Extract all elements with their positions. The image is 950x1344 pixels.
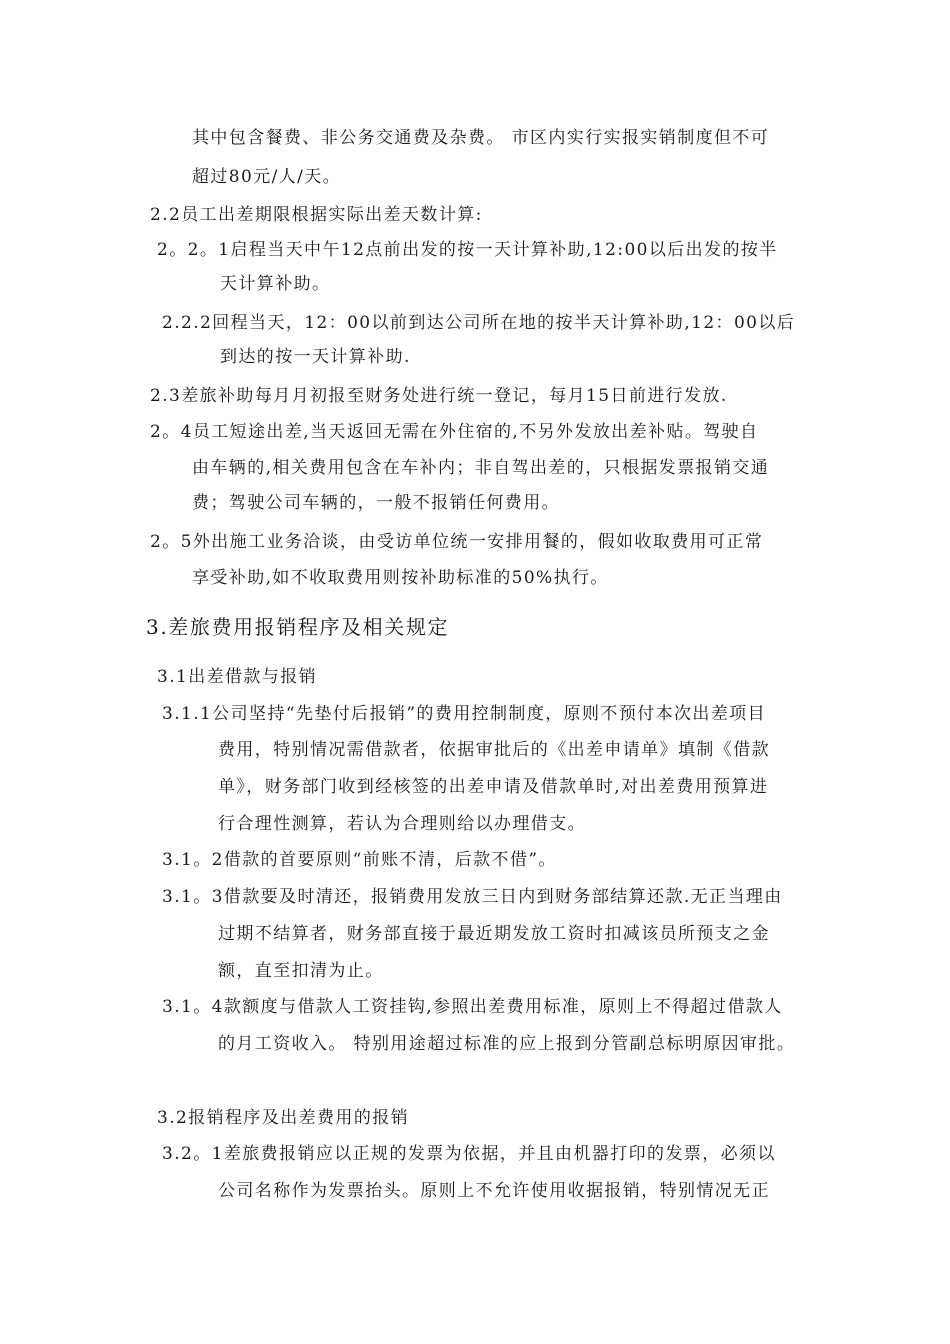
text-line: 3.2。1差旅费报销应以正规的发票为依据，并且由机器打印的发票，必须以 — [162, 1144, 776, 1164]
text-line: 费用，特别情况需借款者，依据审批后的《出差申请单》填制《借款 — [218, 740, 770, 760]
text-line: 额，直至扣清为止。 — [218, 961, 384, 981]
subsection-heading: 3.2报销程序及出差费用的报销 — [157, 1108, 410, 1128]
text-line: 公司名称作为发票抬头。原则上不允许使用收据报销，特别情况无正 — [218, 1181, 770, 1201]
text-line: 2。2。1启程当天中午12点前出发的按一天计算补助,12:00以后出发的按半 — [157, 240, 778, 260]
text-line: 单》，财务部门收到经核签的出差申请及借款单时,对出差费用预算进 — [218, 777, 769, 797]
text-line: 3.1.1公司坚持“先垫付后报销”的费用控制制度，原则不预付本次出差项目 — [162, 704, 767, 724]
text-line: 2.3差旅补助每月月初报至财务处进行统一登记，每月15日前进行发放. — [150, 386, 728, 406]
text-line: 过期不结算者，财务部直接于最近期发放工资时扣减该员所预支之金 — [218, 924, 770, 944]
text-line: 2。5外出施工业务洽谈，由受访单位统一安排用餐的，假如收取费用可正常 — [150, 532, 764, 552]
text-line: 超过80元/人/天。 — [192, 167, 342, 187]
text-line: 2.2.2回程当天，12：00以前到达公司所在地的按半天计算补助,12：00以后 — [162, 313, 796, 333]
text-line: 3.1。2借款的首要原则“前账不清，后款不借”。 — [162, 850, 557, 870]
text-line: 的月工资收入。 特别用途超过标准的应上报到分管副总标明原因审批。 — [218, 1034, 796, 1054]
text-line: 到达的按一天计算补助. — [220, 347, 411, 367]
text-line: 2.2员工出差期限根据实际出差天数计算: — [150, 205, 483, 225]
text-line: 3.1出差借款与报销 — [157, 667, 318, 687]
text-line: 2。4员工短途出差,当天返回无需在外住宿的,不另外发放出差补贴。驾驶自 — [150, 422, 759, 442]
text-line: 3.1。3借款要及时清还，报销费用发放三日内到财务部结算还款.无正当理由 — [162, 887, 783, 907]
text-line: 天计算补助。 — [220, 274, 331, 294]
text-line: 行合理性测算，若认为合理则给以办理借支。 — [218, 814, 586, 834]
section-heading: 3.差旅费用报销程序及相关规定 — [146, 615, 450, 639]
text-line: 享受补助,如不收取费用则按补助标准的50%执行。 — [192, 568, 609, 588]
text-line: 3.1。4款额度与借款人工资挂钩,参照出差费用标准，原则上不得超过借款人 — [162, 997, 783, 1017]
text-line: 其中包含餐费、非公务交通费及杂费。 市区内实行实报实销制度但不可 — [192, 128, 770, 148]
text-line: 由车辆的,相关费用包含在车补内；非自驾出差的，只根据发票报销交通 — [192, 458, 770, 478]
text-line: 费；驾驶公司车辆的，一般不报销任何费用。 — [192, 493, 560, 513]
